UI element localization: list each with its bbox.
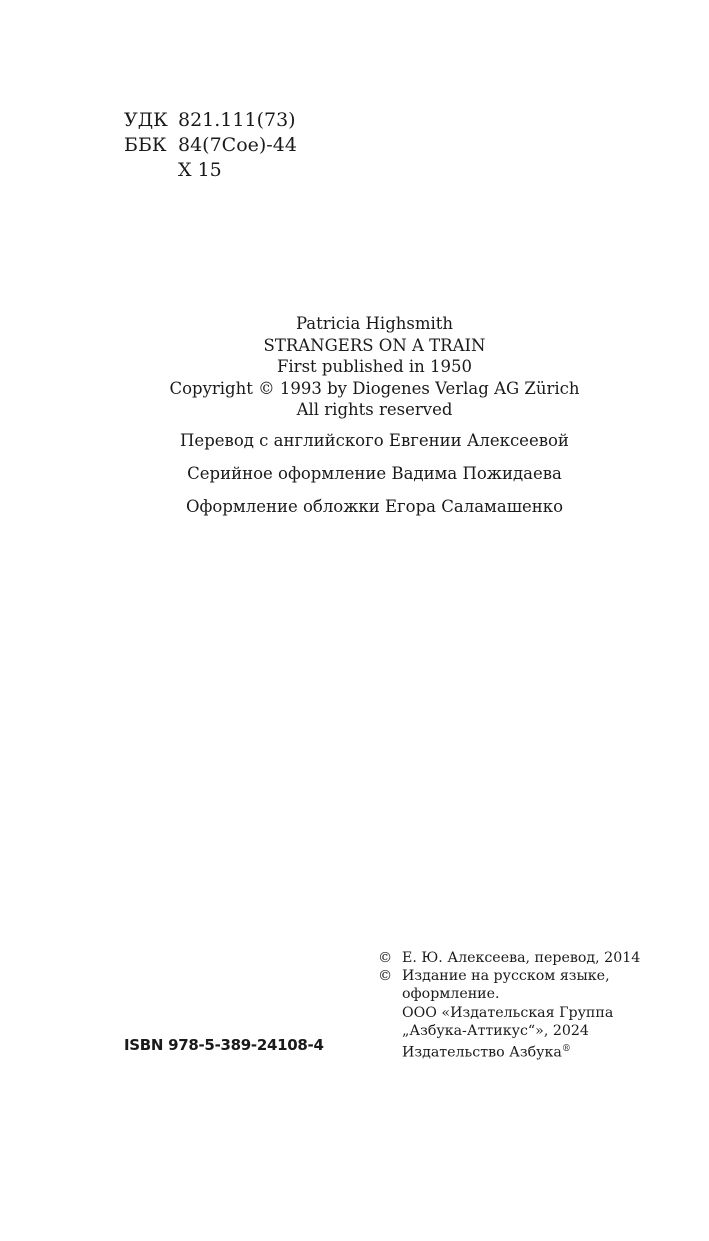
cover-design-credit: Оформление обложки Егора Саламашенко — [185, 497, 564, 516]
edition-line-5-wrap — [378, 1040, 640, 1062]
translation-copyright: Е. Ю. Алексеева, перевод, 2014 — [402, 950, 641, 966]
udk-label: УДК — [124, 109, 168, 131]
series-design-credit: Серийное оформление Вадима Пожидаева — [187, 464, 562, 483]
publisher-name: Издательство Азбука — [402, 1044, 562, 1061]
copyright-notice — [378, 949, 640, 1062]
rights-reserved: All rights reserved — [296, 400, 453, 419]
registered-mark: ® — [561, 1044, 571, 1055]
translation-copyright-line — [378, 949, 640, 967]
isbn: ISBN 978-5-389-24108-4 — [124, 1036, 324, 1054]
edition-copyright-line — [378, 967, 640, 985]
edition-line-2: оформление. — [402, 986, 500, 1003]
copyright-symbol: © — [378, 950, 393, 966]
bbk-row — [124, 133, 297, 158]
author-mark: Х 15 — [178, 159, 222, 181]
translation-credit: Перевод с английского Евгении Алексеевой — [180, 431, 569, 450]
edition-line-3: ООО «Издательская Группа — [402, 1004, 614, 1021]
original-copyright: Copyright © 1993 by Diogenes Verlag AG Zürich — [169, 378, 580, 398]
original-edition-info — [0, 313, 709, 421]
original-author: Patricia Highsmith — [295, 314, 454, 333]
copyright-symbol: © — [378, 968, 393, 985]
first-published: First published in 1950 — [276, 357, 473, 376]
classification-codes — [124, 108, 297, 183]
edition-line-4: „Азбука-Аттикус“», 2024 — [402, 1022, 589, 1039]
bbk-label: ББК — [124, 134, 167, 156]
credits — [0, 430, 709, 529]
udk-value: 821.111(73) — [178, 109, 296, 131]
bbk-value: 84(7Сое)-44 — [178, 134, 297, 156]
edition-line-1: Издание на русском языке, — [402, 968, 610, 985]
original-title: STRANGERS ON A TRAIN — [263, 335, 486, 355]
udk-row — [124, 108, 297, 133]
